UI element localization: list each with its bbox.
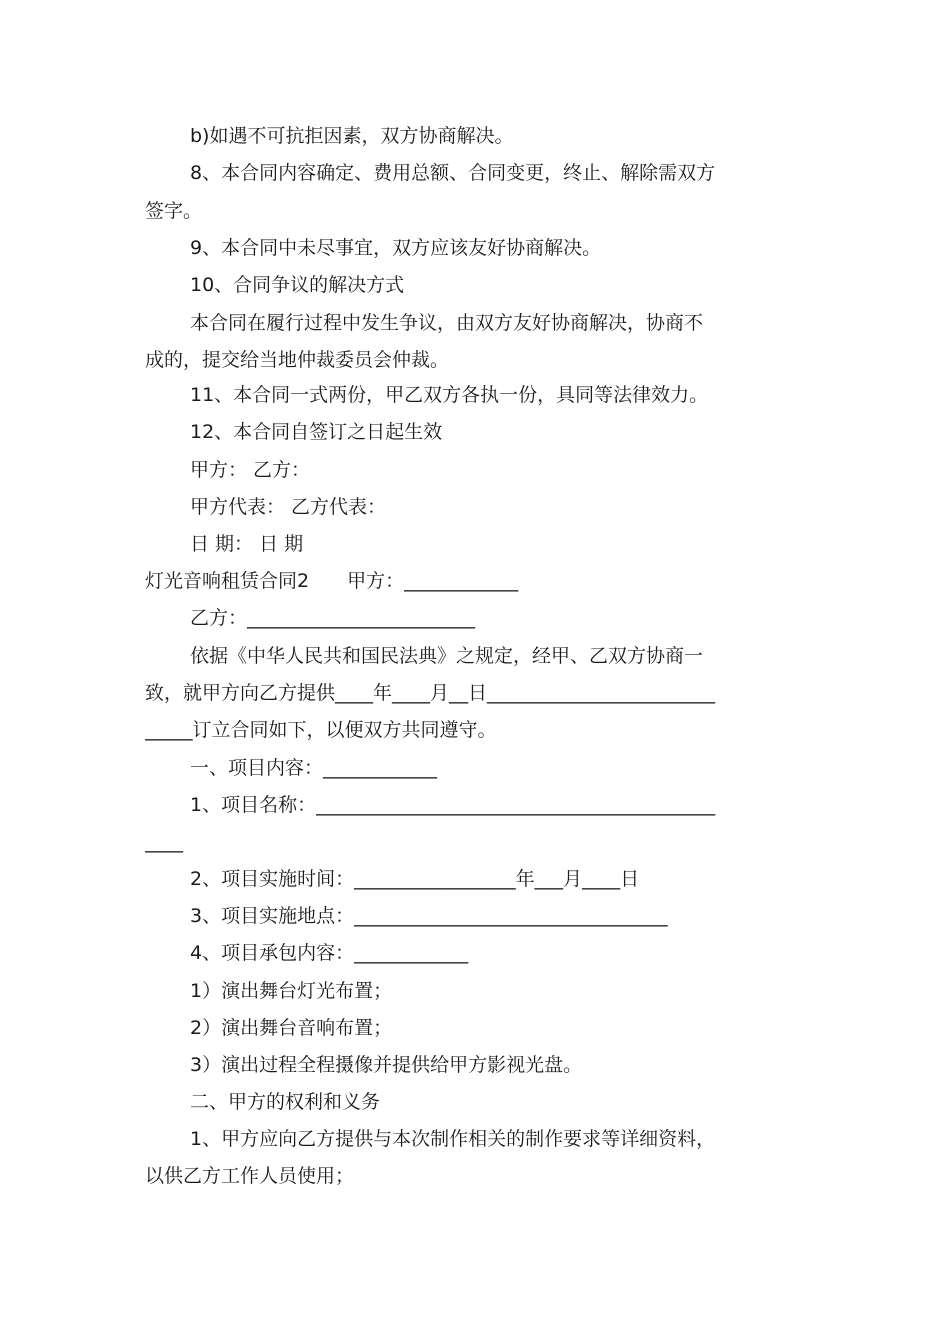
text-line: 1、甲方应向乙方提供与本次制作相关的制作要求等详细资料， <box>190 1128 716 1150</box>
text-line: 甲方代表： 乙方代表： <box>190 496 387 518</box>
text-line: 9、本合同中未尽事宜，双方应该友好协商解决。 <box>190 237 602 259</box>
text-line: 致，就甲方向乙方提供____年____月__日________________________ <box>145 682 716 704</box>
text-line: 签字。 <box>145 200 203 222</box>
text-line: ____ <box>145 831 183 853</box>
text-line: 2、项目实施时间：_________________年___月____日 <box>190 868 640 890</box>
text-line: 日 期： 日 期 <box>190 533 304 555</box>
text-line: 8、本合同内容确定、费用总额、合同变更，终止、解除需双方 <box>190 162 716 184</box>
text-line: 2）演出舞台音响布置； <box>190 1017 393 1039</box>
contract-title-line: 灯光音响租赁合同2 甲方：____________ <box>145 570 519 592</box>
text-line: 乙方：________________________ <box>190 607 476 629</box>
text-line: 12、本合同自签订之日起生效 <box>190 421 443 443</box>
section-heading: 一、项目内容：____________ <box>190 757 438 779</box>
text-line: 1）演出舞台灯光布置； <box>190 980 393 1002</box>
text-line: 本合同在履行过程中发生争议，由双方友好协商解决，协商不 <box>190 312 704 334</box>
text-line: 依据《中华人民共和国民法典》之规定，经甲、乙双方协商一 <box>190 645 704 667</box>
text-line: 3、项目实施地点：_________________________________ <box>190 905 668 927</box>
text-line: 10、合同争议的解决方式 <box>190 274 405 296</box>
text-line: 成的，提交给当地仲裁委员会仲裁。 <box>145 349 450 371</box>
section-heading: 二、甲方的权利和义务 <box>190 1091 381 1113</box>
text-line: 11、本合同一式两份，甲乙双方各执一份，具同等法律效力。 <box>190 384 709 406</box>
text-line: 1、项目名称：__________________________________________ <box>190 794 716 816</box>
text-line: 甲方： 乙方： <box>190 459 311 481</box>
text-line: 3）演出过程全程摄像并提供给甲方影视光盘。 <box>190 1054 583 1076</box>
text-line: 以供乙方工作人员使用； <box>145 1165 355 1187</box>
text-line: 4、项目承包内容：____________ <box>190 942 469 964</box>
text-line: _____订立合同如下，以便双方共同遵守。 <box>145 719 497 741</box>
text-line: b)如遇不可抗拒因素，双方协商解决。 <box>190 125 514 147</box>
